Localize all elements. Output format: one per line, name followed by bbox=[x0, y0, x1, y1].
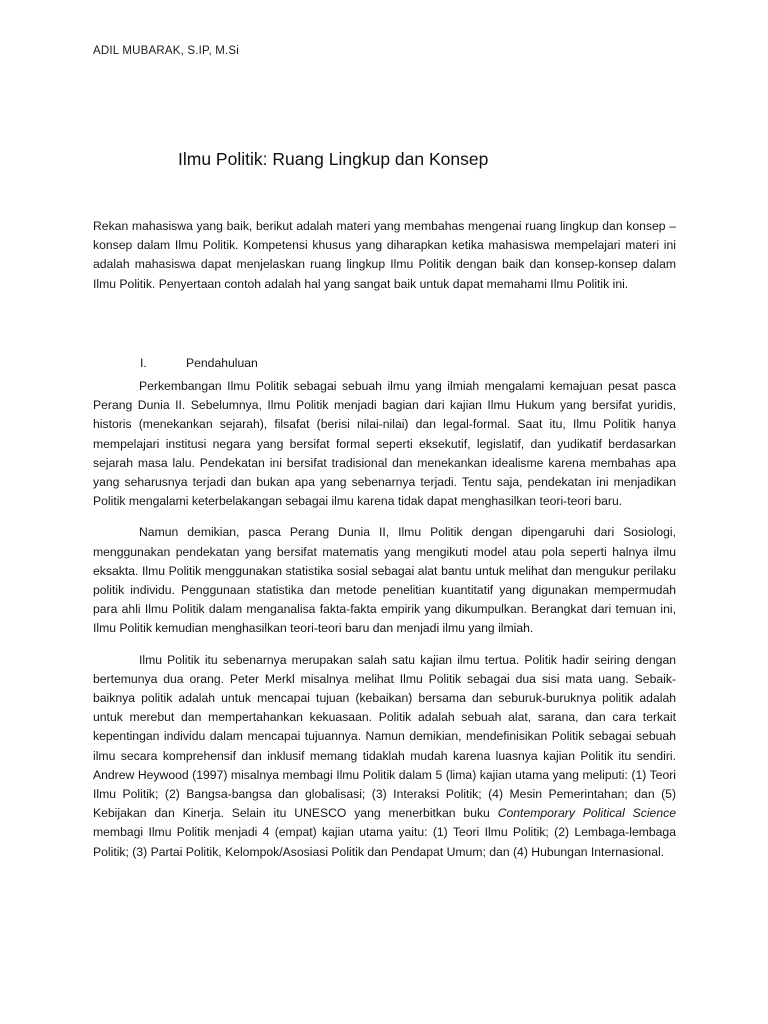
section-content bbox=[93, 377, 676, 874]
section-title: Pendahuluan bbox=[186, 356, 258, 370]
intro-block bbox=[93, 217, 676, 306]
book-title: Contemporary Political Science bbox=[497, 806, 676, 821]
section-number: I. bbox=[140, 356, 147, 370]
section-heading bbox=[140, 356, 258, 370]
paragraph-2: Namun demikian, pasca Perang Dunia II, Ilmu Politik dengan dipengaruhi dari Sosiologi, menggunakan pendekatan yang bersifat matematis yang mengikuti model atau pola seperti halnya ilmu eksakta. Ilmu Politik menggunakan statistika sosial sebagai alat bantu untuk melihat dan mengukur perilaku politik individu. Penggunaan statistika dan metode penelitian kuantitatif yang digunakan mempermudah para ahli Ilmu Politik dalam menganalisa fakta-fakta empirik yang dikumpulkan. Berangkat dari temuan ini, Ilmu Politik kemudian menghasilkan teori-teori baru dan menjadi ilmu yang ilmiah. bbox=[93, 525, 676, 636]
paragraph-3-text-b: membagi Ilmu Politik menjadi 4 (empat) kajian utama yaitu: (1) Teori Ilmu Politik; (2) Lembaga-lembaga Politik; (3) Partai Politik, Kelompok/Asosiasi Politik dan Pendapat Umum; dan (4) Hubungan Internasional. bbox=[93, 825, 676, 859]
author-header: ADIL MUBARAK, S.IP, M.Si bbox=[93, 45, 240, 57]
intro-paragraph: Rekan mahasiswa yang baik, berikut adalah materi yang membahas mengenai ruang lingkup dan konsep –konsep dalam Ilmu Politik. Kompetensi khusus yang diharapkan ketika mahasiswa mempelajari materi ini adalah mahasiswa dapat menjelaskan ruang lingkup Ilmu Politik dengan baik dan konsep-konsep dalam Ilmu Politik. Penyertaan contoh adalah hal yang sangat baik untuk dapat memahami Ilmu Politik ini. bbox=[93, 219, 676, 291]
paragraph-3-text-a: Ilmu Politik itu sebenarnya merupakan salah satu kajian ilmu tertua. Politik hadir seiring dengan bertemunya dua orang. Peter Merkl misalnya melihat Ilmu Politik sebagai dua sisi mata uang. Sebaik-baiknya politik adalah untuk mencapai tujuan (kebaikan) bersama dan seburuk-buruknya politik adalah untuk merebut dan mempertahankan kekuasaan. Politik adalah sebuah alat, sarana, dan cara terkait kepentingan individu dalam mencapai tujuannya. Namun demikian, mendefinisikan Politik sebagai sebuah ilmu secara komprehensif dan inklusif memang tidaklah mudah karena luasnya kajian Politik itu sendiri. Andrew Heywood (1997) misalnya membagi Ilmu Politik dalam 5 (lima) kajian utama yang meliputi: (1) Teori Ilmu Politik; (2) Bangsa-bangsa dan globalisasi; (3) Interaksi Politik; (4) Mesin Pemerintahan; dan (5) Kebijakan dan Kinerja. Selain itu UNESCO yang menerbitkan buku bbox=[93, 652, 676, 821]
document-title: Ilmu Politik: Ruang Lingkup dan Konsep bbox=[178, 149, 489, 169]
paragraph-3 bbox=[93, 651, 676, 862]
paragraph-1: Perkembangan Ilmu Politik sebagai sebuah ilmu yang ilmiah mengalami kemajuan pesat pasca Perang Dunia II. Sebelumnya, Ilmu Politik menjadi bagian dari kajian Ilmu Hukum yang bersifat yuridis, historis (menekankan sejarah), filsafat (berisi nilai-nilai) dan legal-formal. Saat itu, Ilmu Politik hanya mempelajari institusi negara yang bersifat formal seperti eksekutif, legislatif, dan yudikatif berdasarkan sejarah masa lalu. Pendekatan ini bersifat tradisional dan menekankan idealisme karena membahas apa yang seharusnya terjadi dan bukan apa yang sebenarnya terjadi. Tentu saja, pendekatan ini menjadikan Politik mengalami keterbelakangan sebagai ilmu karena tidak dapat menghasilkan teori-teori baru. bbox=[93, 379, 676, 509]
